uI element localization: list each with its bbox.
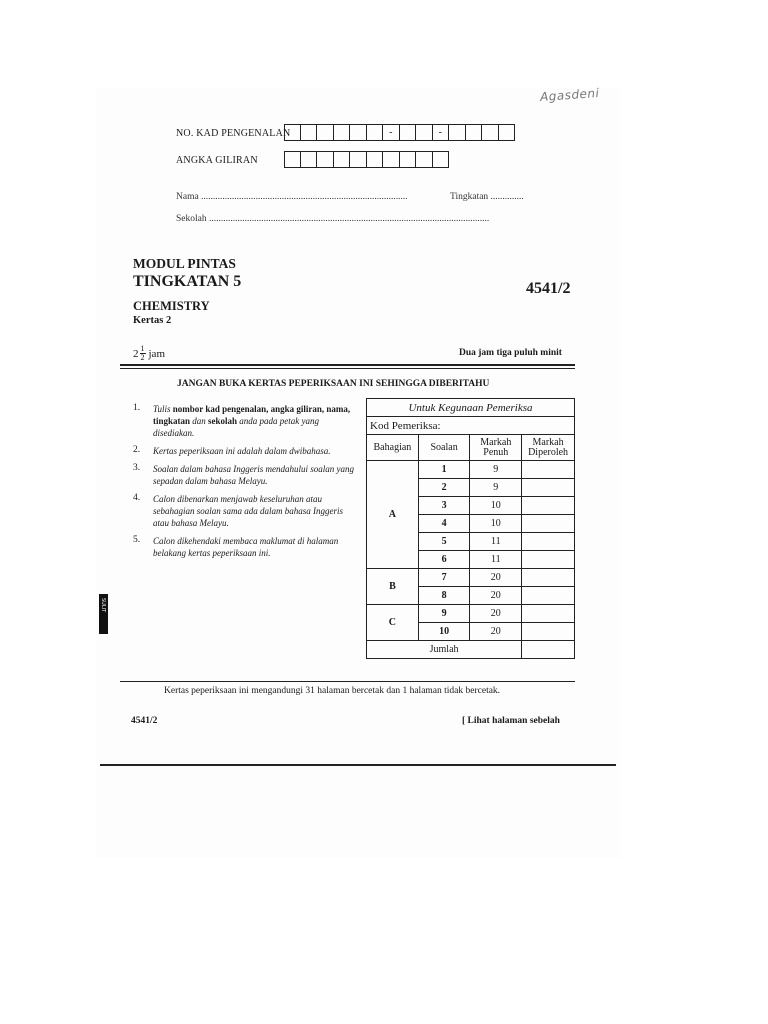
header-question: Soalan [418,435,470,461]
ic-box[interactable] [400,124,417,141]
question-number: 2 [418,479,470,497]
section-label: A [367,461,419,569]
full-marks: 11 [470,551,522,569]
marks-obtained-cell[interactable] [522,479,575,497]
marks-obtained-cell[interactable] [522,461,575,479]
instruction-number: 3. [133,463,141,473]
instruction-number: 4. [133,493,141,503]
instruction-number: 5. [133,535,141,545]
ic-box[interactable] [301,124,318,141]
duration-unit: jam [148,347,165,360]
marks-obtained-cell[interactable] [522,515,575,533]
total-label: Jumlah [367,641,522,659]
full-marks: 20 [470,569,522,587]
marks-obtained-cell[interactable] [522,569,575,587]
instruction-item [133,463,355,487]
ic-box[interactable] [466,124,483,141]
question-number: 3 [418,497,470,515]
instruction-number: 2. [133,445,141,455]
duration [133,345,165,362]
duration-fraction [140,345,146,362]
header-rule [120,364,575,366]
turn-box[interactable] [284,151,301,168]
instructions-list [133,403,355,565]
full-marks: 20 [470,587,522,605]
ic-box[interactable] [449,124,466,141]
instruction-item [133,535,355,559]
table-title: Untuk Kegunaan Pemeriksa [367,399,575,417]
ic-number-label: NO. KAD PENGENALAN [176,128,291,139]
turn-box[interactable] [334,151,351,168]
footer-code: 4541/2 [131,716,158,726]
marks-obtained-cell[interactable] [522,551,575,569]
ic-box[interactable] [334,124,351,141]
form-level-title: TINGKATAN 5 [133,273,242,290]
paper-title: Kertas 2 [133,315,172,326]
instruction-item [133,445,355,457]
full-marks: 20 [470,623,522,641]
question-number: 4 [418,515,470,533]
marks-obtained-cell[interactable] [522,605,575,623]
marks-obtained-cell[interactable] [522,497,575,515]
question-number: 7 [418,569,470,587]
section-label: C [367,605,419,641]
header-section: Bahagian [367,435,419,461]
header-marks-obtained: Markah Diperoleh [522,435,575,461]
examiner-code-label: Kod Pemeriksa: [367,417,575,435]
handwritten-note: Agasdeni [539,85,600,105]
duration-whole: 2 [133,347,139,360]
header-full-marks: Markah Penuh [470,435,522,461]
header-rule-thin [120,368,575,369]
question-number: 10 [418,623,470,641]
footer-rule [120,681,575,682]
question-number: 5 [418,533,470,551]
form-field[interactable]: Tingkatan .............. [450,192,524,202]
ic-box[interactable] [482,124,499,141]
full-marks: 20 [470,605,522,623]
marks-obtained-cell[interactable] [522,533,575,551]
ic-box[interactable] [367,124,384,141]
total-marks-cell[interactable] [522,641,575,659]
footer-note: Kertas peperiksaan ini mengandungi 31 halaman bercetak dan 1 halaman tidak bercetak. [164,686,501,696]
question-number: 9 [418,605,470,623]
subject-title: CHEMISTRY [133,299,210,313]
warning-text: JANGAN BUKA KERTAS PEPERIKSAAN INI SEHINGGA DIBERITAHU [177,379,490,389]
turn-box[interactable] [416,151,433,168]
ic-box[interactable] [499,124,516,141]
module-title: MODUL PINTAS [133,256,236,271]
turn-box[interactable] [383,151,400,168]
question-number: 8 [418,587,470,605]
turn-box[interactable] [400,151,417,168]
instruction-text: Calon dikehendaki membaca maklumat di halaman belakang kertas peperiksaan ini. [153,536,339,558]
turn-number-boxes[interactable] [284,151,449,168]
turn-box[interactable] [433,151,450,168]
turn-box[interactable] [317,151,334,168]
turn-box[interactable] [367,151,384,168]
ic-separator: - [383,124,400,141]
school-field[interactable]: Sekolah ...................................................................................................................... [176,214,490,224]
ic-box[interactable] [317,124,334,141]
duration-denominator: 2 [140,353,145,362]
instruction-number: 1. [133,403,141,413]
turn-box[interactable] [350,151,367,168]
instruction-text: Tulis nombor kad pengenalan, angka giliran, nama, tingkatan dan sekolah anda pada petak yang disediakan. [153,404,351,438]
page-bottom-rule [100,764,616,766]
instruction-item [133,493,355,529]
side-tag: SULIT [99,594,108,634]
marks-table [366,398,575,659]
instruction-text: Kertas peperiksaan ini adalah dalam dwibahasa. [153,446,331,456]
full-marks: 10 [470,497,522,515]
ic-box[interactable] [416,124,433,141]
full-marks: 9 [470,461,522,479]
instruction-text: Calon dibenarkan menjawab keseluruhan atau sebahagian soalan sama ada dalam bahasa Inggeris atau bahasa Melayu. [153,494,344,528]
full-marks: 11 [470,533,522,551]
full-marks: 10 [470,515,522,533]
ic-separator: - [433,124,450,141]
instruction-item [133,403,355,439]
ic-box[interactable] [284,124,301,141]
name-field[interactable]: Nama ....................................................................................... [176,192,408,202]
marks-obtained-cell[interactable] [522,623,575,641]
section-label: B [367,569,419,605]
duration-words: Dua jam tiga puluh minit [459,348,562,358]
full-marks: 9 [470,479,522,497]
next-page-note: [ Lihat halaman sebelah [462,716,560,726]
question-number: 1 [418,461,470,479]
marks-obtained-cell[interactable] [522,587,575,605]
ic-box[interactable] [350,124,367,141]
instruction-text: Soalan dalam bahasa Inggeris mendahului soalan yang sepadan dalam bahasa Melayu. [153,464,354,486]
question-number: 6 [418,551,470,569]
duration-numerator: 1 [140,344,145,353]
ic-number-boxes[interactable] [284,124,515,141]
turn-box[interactable] [301,151,318,168]
turn-number-label: ANGKA GILIRAN [176,155,258,166]
paper-code: 4541/2 [526,280,571,297]
